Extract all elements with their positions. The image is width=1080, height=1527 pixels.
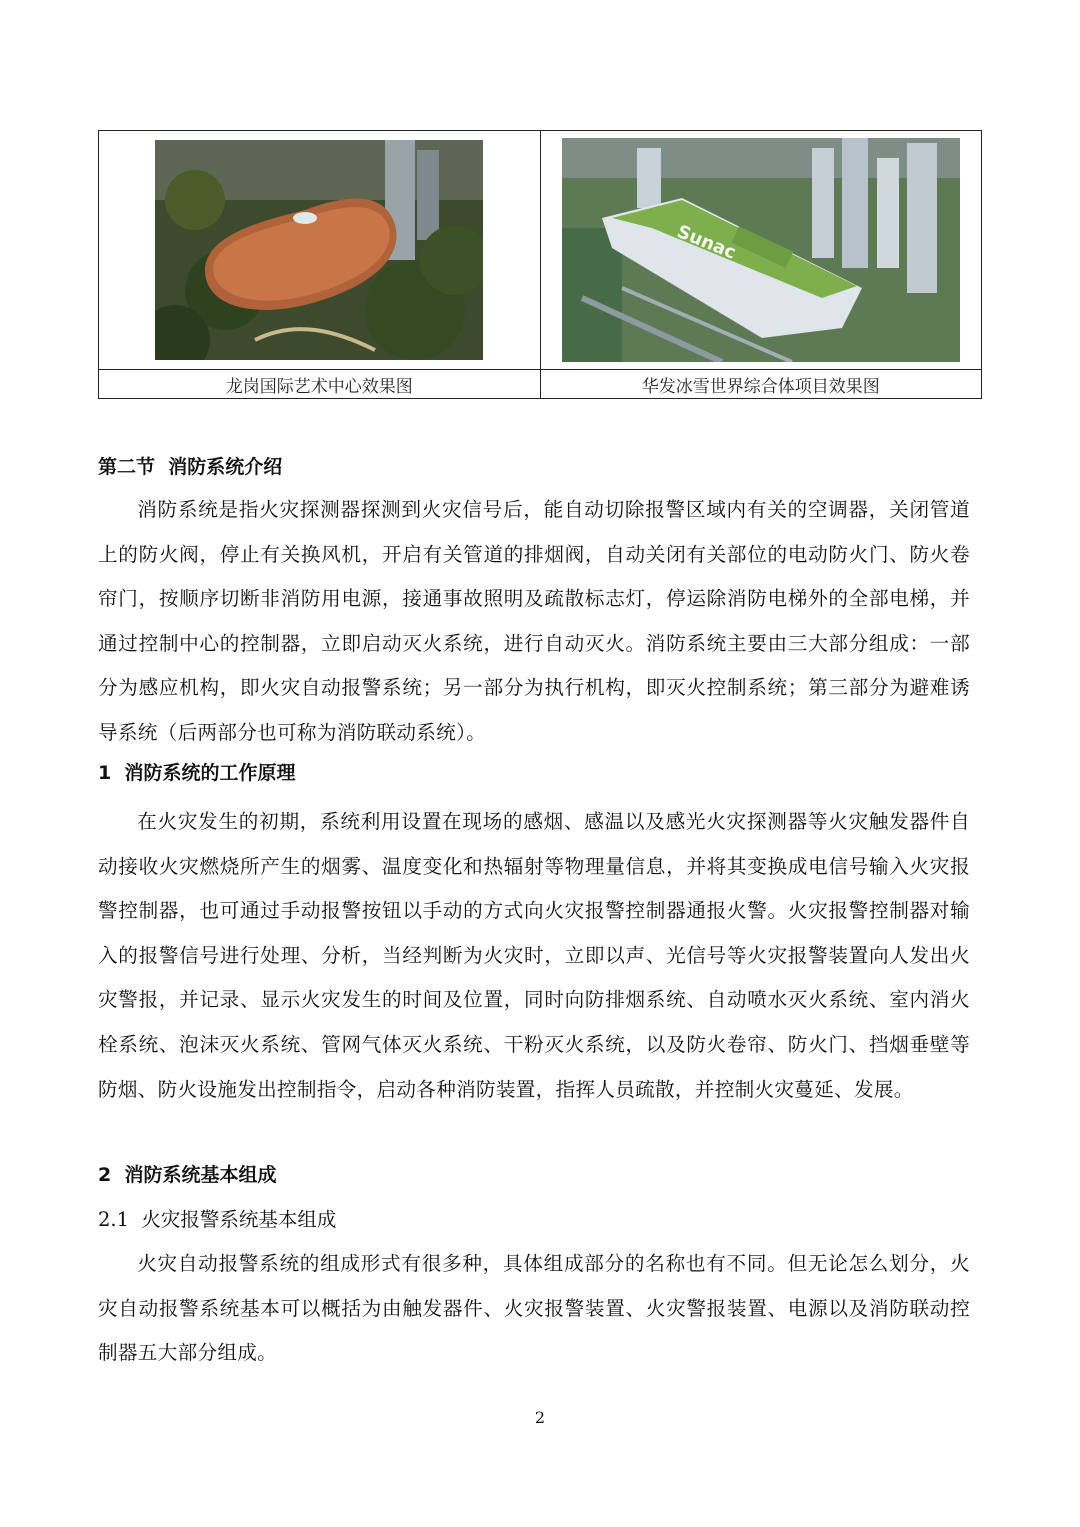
subsection-2-1-paragraph: 火灾自动报警系统的组成形式有很多种，具体组成部分的名称也有不同。但无论怎么划分，火灾自动报警系统基本可以概括为由触发器件、火灾报警装置、火灾警报装置、电源以及消防联动控制器五大部分组成。 xyxy=(98,1252,970,1365)
sunac-roof-lettering: Sunac xyxy=(673,221,739,264)
figure-cell-2 xyxy=(540,131,982,370)
subsection-1-title: 1 消防系统的工作原理 xyxy=(98,762,296,784)
subsection-1-paragraph: 在火灾发生的初期，系统利用设置在现场的感烟、感温以及感光火灾探测器等火灾触发器件自动接收火灾燃烧所产生的烟雾、温度变化和热辐射等物理量信息，并将其变换成电信号输入火灾报警控制器，也可通过手动报警按钮以手动的方式向火灾报警控制器通报火警。火灾报警控制器对输入的报警信号进行处理、分析，当经判断为火灾时，立即以声、光信号等火灾报警装置向人发出火灾警报，并记录、显示火灾发生的时间及位置，同时向防排烟系统、自动喷水灭火系统、室内消火栓系统、泡沫灭火系统、管网气体灭火系统、干粉灭火系统，以及防火卷帘、防火门、挡烟垂壁等防烟、防火设施发出控制指令，启动各种消防装置，指挥人员疏散，并控制火灾蔓延、发展。 xyxy=(98,810,970,1101)
figure-caption-text: 龙岗国际艺术中心效果图 xyxy=(225,376,413,397)
figure-caption-text: 华发冰雪世界综合体项目效果图 xyxy=(641,376,880,397)
arts-center-render-image xyxy=(155,140,483,360)
section-title: 第二节 消防系统介绍 xyxy=(98,456,283,478)
figure-caption-1 xyxy=(99,370,541,399)
subsection-2-1-title: 2.1 火灾报警系统基本组成 xyxy=(98,1208,337,1231)
intro-paragraph: 消防系统是指火灾探测器探测到火灾信号后，能自动切除报警区域内有关的空调器，关闭管道上的防火阀，停止有关换风机，开启有关管道的排烟阀，自动关闭有关部位的电动防火门、防火卷帘门，按顺序切断非消防用电源，接通事故照明及疏散标志灯，停运除消防电梯外的全部电梯，并通过控制中心的控制器，立即启动灭火系统，进行自动灭火。消防系统主要由三大部分组成：一部分为感应机构，即火灾自动报警系统；另一部分为执行机构，即灭火控制系统；第三部分为避难诱导系统（后两部分也可称为消防联动系统）。 xyxy=(98,498,970,744)
page-number: 2 xyxy=(534,1408,546,1427)
figure-cell-1 xyxy=(99,131,541,370)
subsection-2-title: 2 消防系统基本组成 xyxy=(98,1164,277,1186)
figure-caption-2 xyxy=(540,370,982,399)
snow-world-render-image xyxy=(562,138,960,362)
figure-table xyxy=(98,130,982,399)
